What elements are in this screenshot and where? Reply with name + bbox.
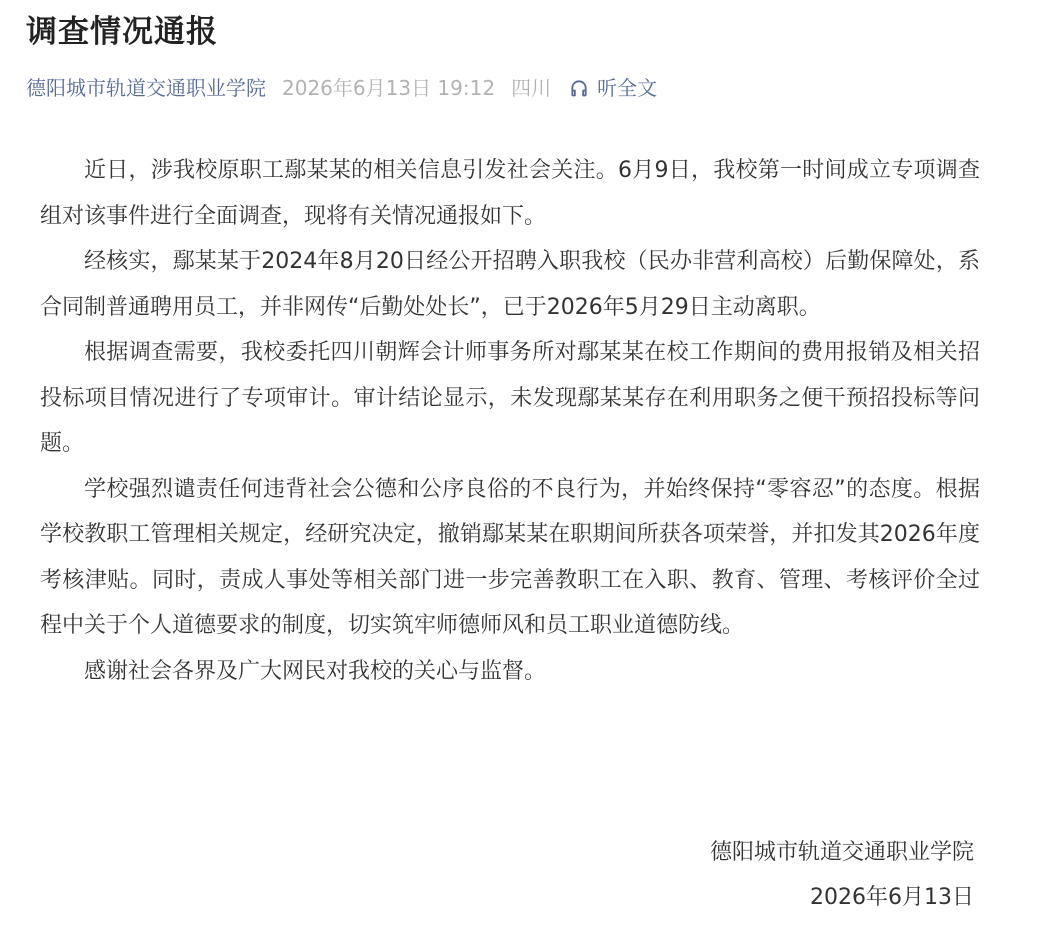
signature-date: 2026年6月13日 <box>810 885 974 910</box>
paragraph-3: 根据调查需要，我校委托四川朝辉会计师事务所对鄢某某在校工作期间的费用报销及相关招投标项目情况进行了专项审计。审计结论显示，未发现鄢某某存在利用职务之便干预招投标等问题。 <box>40 340 980 456</box>
account-name-link[interactable]: 德阳城市轨道交通职业学院 <box>26 76 266 100</box>
article-title: 调查情况通报 <box>26 14 218 50</box>
headphones-icon <box>569 78 589 98</box>
publish-time: 2026年6月13日 19:12 <box>282 76 496 100</box>
region-label: 四川 <box>511 76 552 100</box>
paragraph-5: 感谢社会各界及广大网民对我校的关心与监督。 <box>84 658 547 684</box>
paragraph-4: 学校强烈谴责任何违背社会公德和公序良俗的不良行为，并始终保持“零容忍”的态度。根据学校教职工管理相关规定，经研究决定，撤销鄢某某在职期间所获各项荣誉，并扣发其2026年度考核津贴。同时，责成人事处等相关部门进一步完善教职工在入职、教育、管理、考核评价全过程中关于个人道德要求的制度，切实筑牢师德师风和员工职业道德防线。 <box>40 476 980 638</box>
article-meta <box>26 73 657 103</box>
paragraph-1: 近日，涉我校原职工鄢某某的相关信息引发社会关注。6月9日，我校第一时间成立专项调查组对该事件进行全面调查，现将有关情况通报如下。 <box>40 158 980 229</box>
listen-label: 听全文 <box>597 76 658 100</box>
listen-button[interactable] <box>569 73 657 103</box>
article-body <box>40 148 980 694</box>
signature-block <box>710 830 974 920</box>
signature-organization: 德阳城市轨道交通职业学院 <box>709 840 974 865</box>
paragraph-2: 经核实，鄢某某于2024年8月20日经公开招聘入职我校（民办非营利高校）后勤保障处，系合同制普通聘用员工，并非网传“后勤处处长”，已于2026年5月29日主动离职。 <box>40 249 980 320</box>
